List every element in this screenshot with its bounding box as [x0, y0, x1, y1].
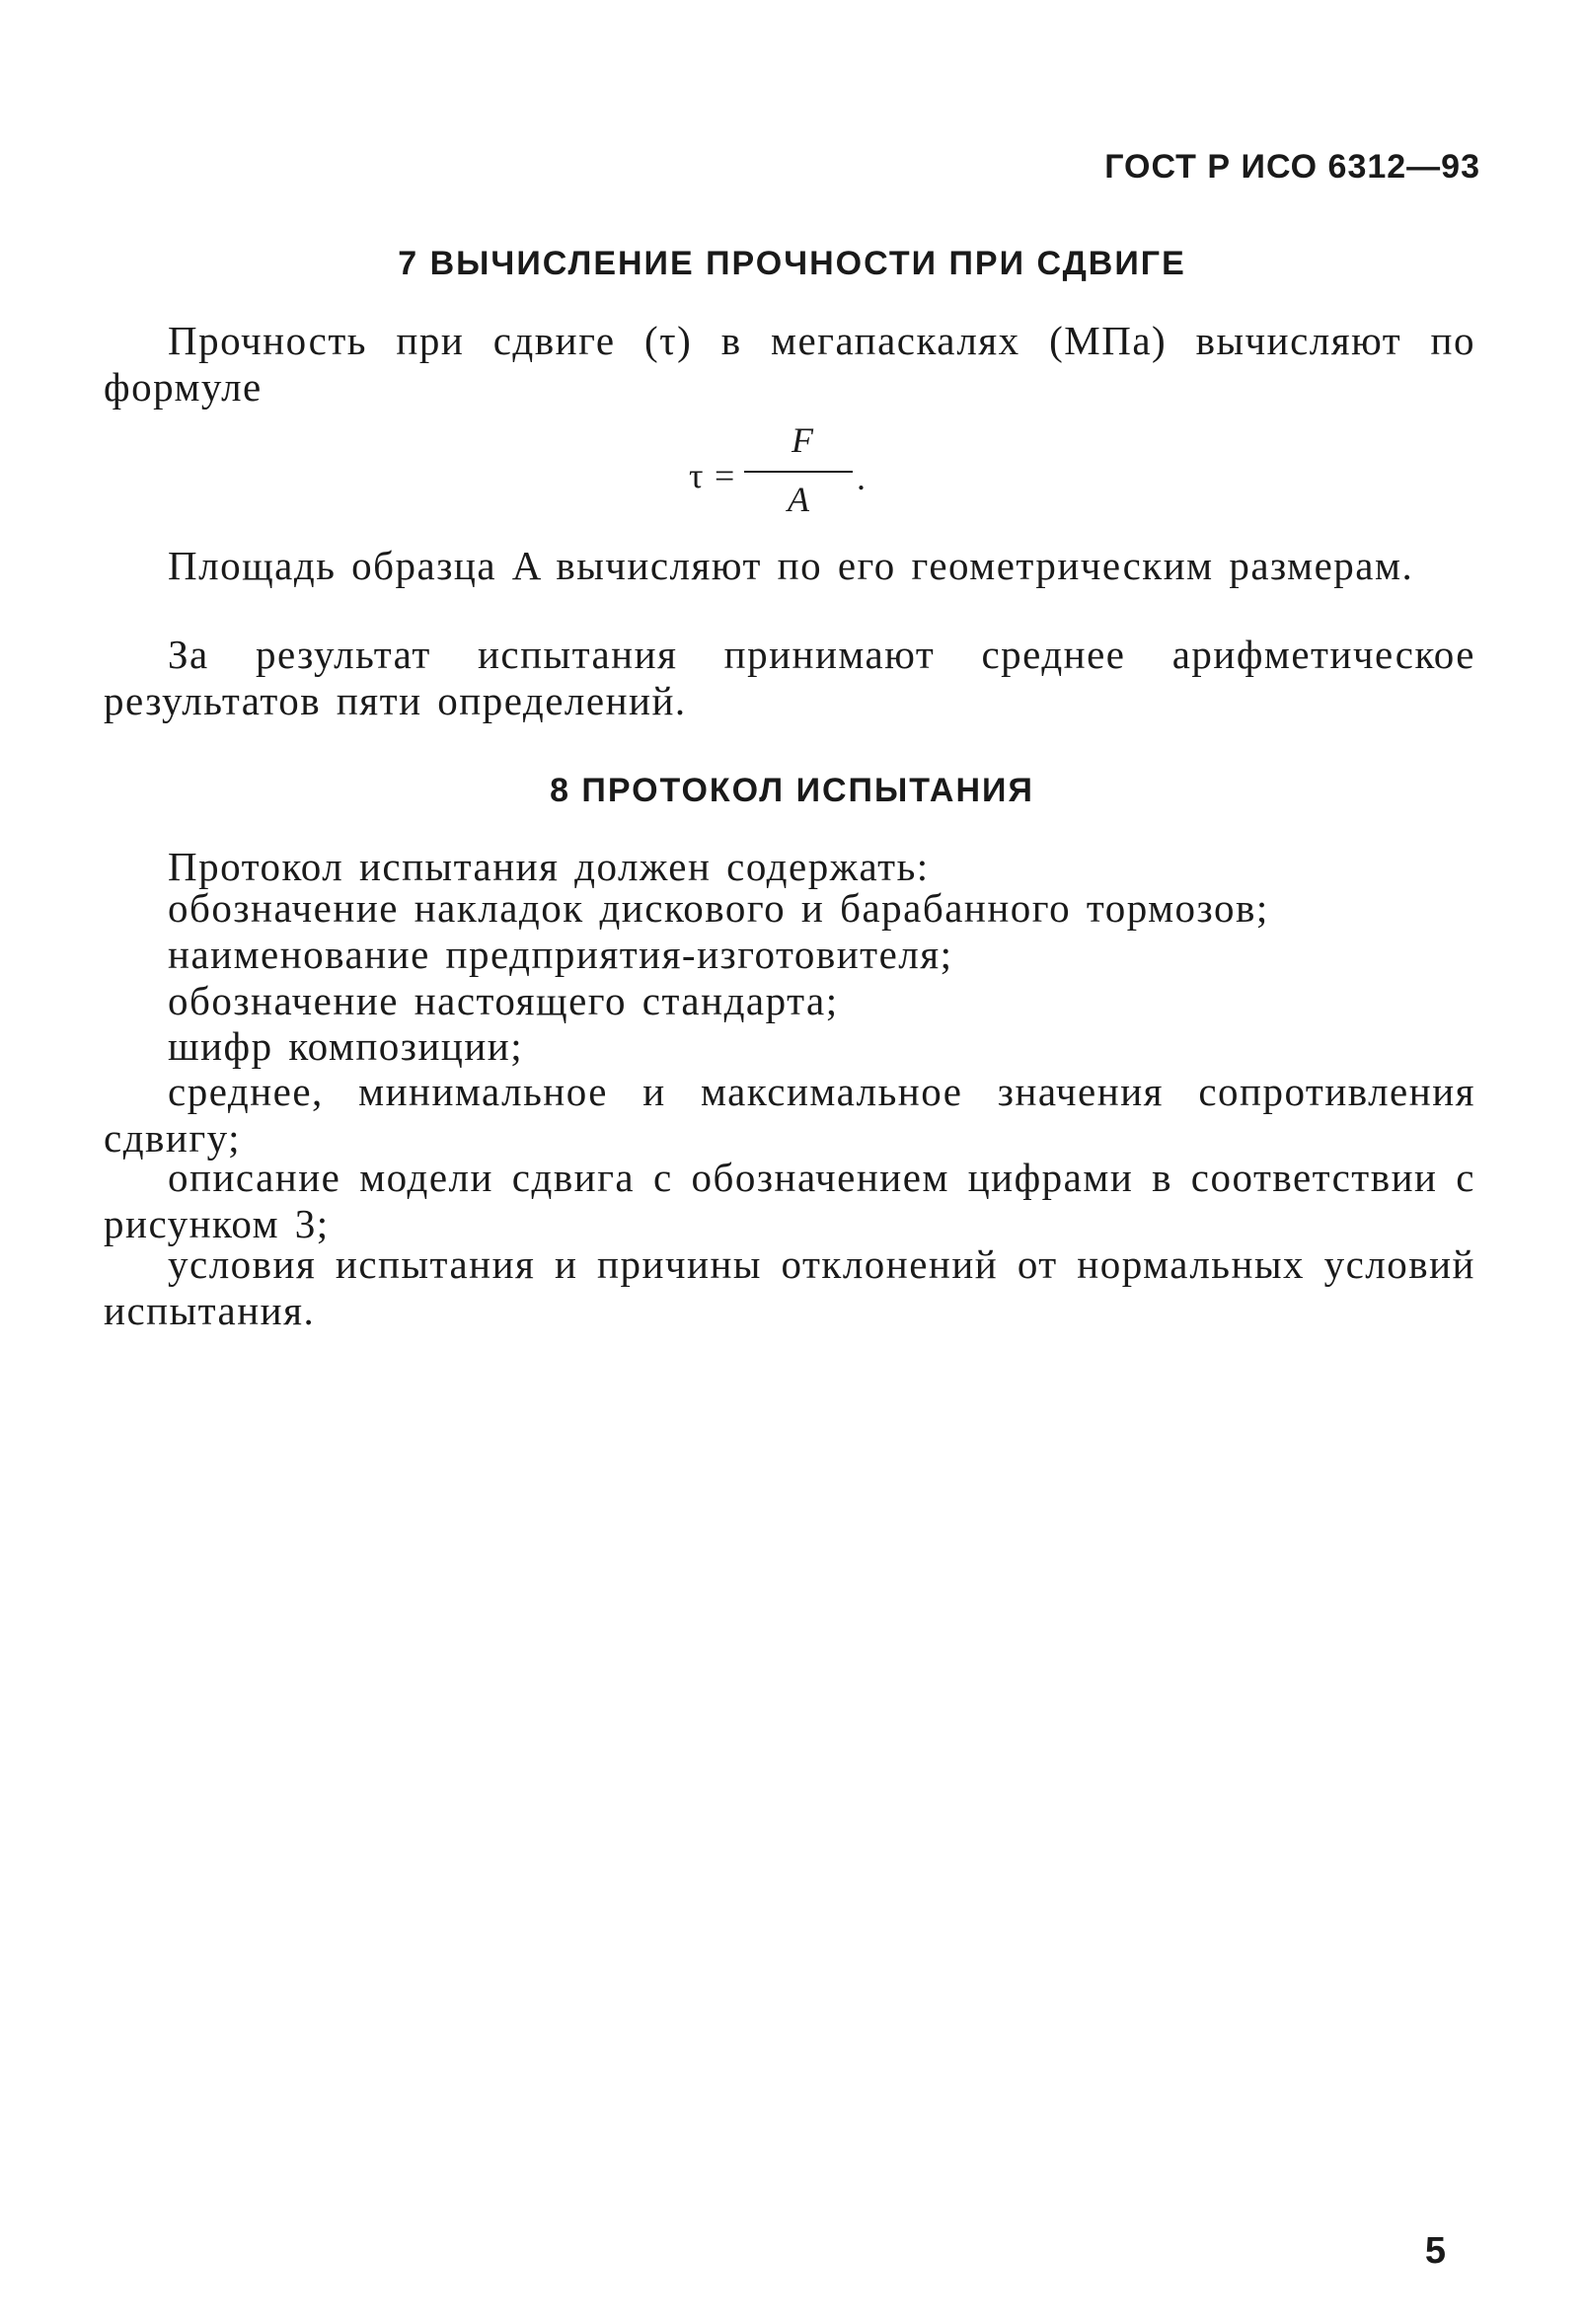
section-7-intro: Прочность при сдвиге (τ) в мегапаскалях (МПа) вычисляют по формуле — [104, 318, 1475, 410]
formula-numerator: F — [792, 420, 813, 460]
section-8-intro: Протокол испытания должен содержать: — [168, 844, 930, 889]
protocol-item: обозначение настоящего стандарта; — [168, 978, 839, 1023]
fraction-bar — [744, 471, 853, 473]
protocol-item: наименование предприятия-изготовителя; — [168, 932, 953, 977]
page-number: 5 — [1424, 2230, 1446, 2272]
shear-strength-formula — [681, 419, 918, 518]
protocol-item: среднее, минимальное и максимальное значения сопротивления сдвигу; — [104, 1069, 1475, 1161]
section-7-area-text: Площадь образца A вычисляют по его геометрическим размерам. — [168, 543, 1414, 588]
section-8-title: 8 ПРОТОКОЛ ИСПЫТАНИЯ — [550, 772, 1034, 809]
standard-code: ГОСТ Р ИСО 6312—93 — [1104, 148, 1480, 186]
protocol-item: описание модели сдвига с обозначением цифрами в соответствии с рисунком 3; — [104, 1155, 1475, 1246]
formula-equals: = — [715, 456, 735, 495]
protocol-item: обозначение накладок дискового и барабанного тормозов; — [168, 885, 1269, 931]
formula-lhs: τ — [689, 456, 704, 495]
protocol-item: условия испытания и причины отклонений от нормальных условий испытания. — [104, 1241, 1475, 1333]
formula-denominator: A — [788, 480, 809, 519]
section-7-title: 7 ВЫЧИСЛЕНИЕ ПРОЧНОСТИ ПРИ СДВИГЕ — [398, 245, 1186, 282]
formula-end: . — [857, 458, 866, 497]
section-7-result-text: За результат испытания принимают среднее арифметическое результатов пяти определений. — [104, 632, 1475, 723]
protocol-item: шифр композиции; — [168, 1023, 524, 1069]
